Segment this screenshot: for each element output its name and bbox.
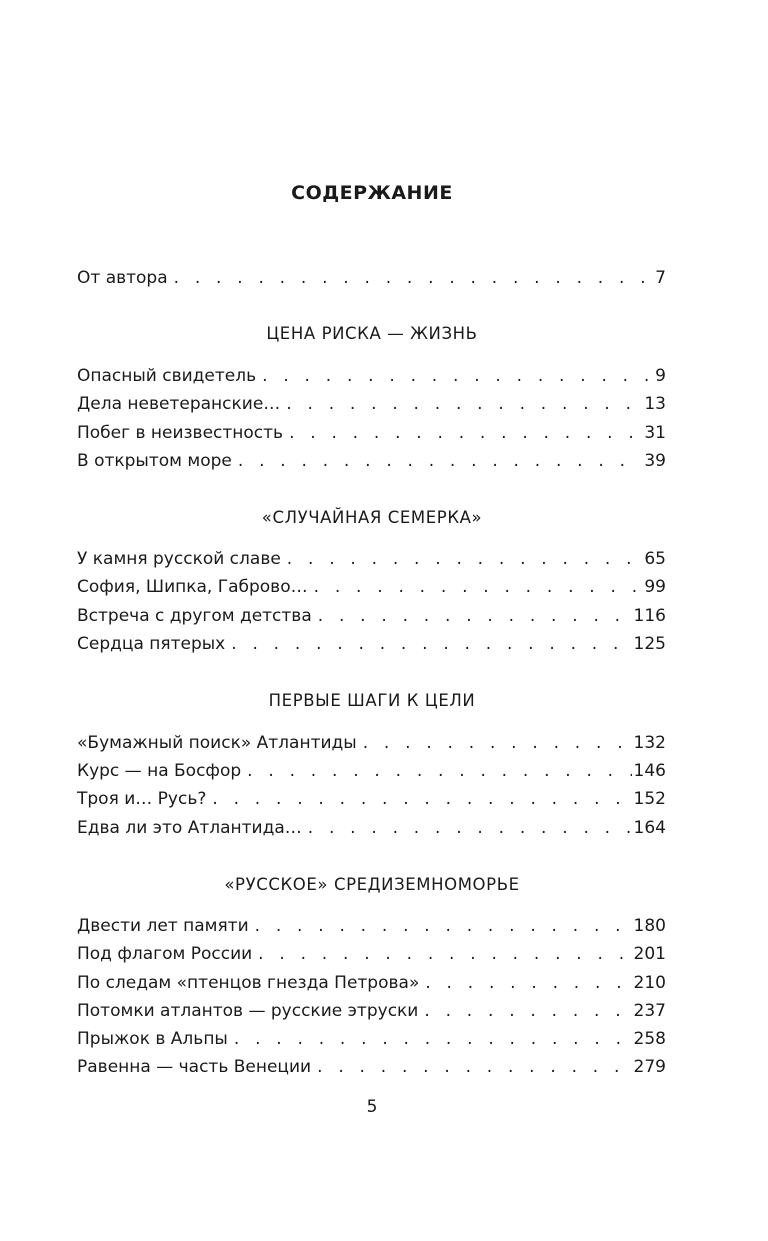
dot-leader (231, 631, 631, 657)
toc-entry-label: Равенна — часть Венеции (77, 1054, 317, 1080)
section-heading-2: «СЛУЧАЙНАЯ СЕМЕРКА» (261, 508, 483, 527)
toc-entry (77, 913, 666, 939)
dot-leader (286, 391, 642, 417)
toc-entry-label: Дела неветеранские… (77, 391, 286, 417)
toc-entry-label: По следам «птенцов гнезда Петрова» (77, 970, 425, 996)
toc-entry-page: 146 (633, 761, 666, 781)
dot-leader (425, 970, 631, 996)
dot-leader (314, 574, 643, 600)
toc-entry (77, 758, 666, 784)
toc-entry (77, 363, 666, 389)
dot-leader (317, 1054, 631, 1080)
toc-entry-page: 237 (633, 1001, 666, 1021)
toc-entry-label: Встреча с другом детства (77, 603, 318, 629)
toc-entry-label: София, Шипка, Габрово… (77, 574, 314, 600)
toc-entry-label: Прыжок в Альпы (77, 1026, 234, 1052)
toc-entry-page: 125 (633, 634, 666, 654)
dot-leader (258, 941, 631, 967)
toc-entry (77, 786, 666, 812)
toc-entry-page: 279 (633, 1057, 666, 1077)
toc-entry (77, 1026, 666, 1052)
toc-entry-page: 99 (644, 577, 666, 597)
toc-entry-page: 152 (633, 789, 666, 809)
dot-leader (308, 815, 632, 841)
toc-entry-label: Опасный свидетель (77, 363, 262, 389)
toc-entry-page: 13 (644, 394, 666, 414)
toc-entry-label: Под флагом России (77, 941, 258, 967)
toc-entry-label: Курс — на Босфор (77, 758, 247, 784)
section-heading-3: ПЕРВЫЕ ШАГИ К ЦЕЛИ (268, 691, 476, 710)
dot-leader (238, 448, 643, 474)
dot-leader (247, 758, 631, 784)
dot-leader (234, 1026, 632, 1052)
dot-leader (287, 546, 643, 572)
toc-entry-page: 9 (655, 366, 666, 386)
toc-entry-page: 180 (633, 916, 666, 936)
toc-entry (77, 448, 666, 474)
toc-entry (77, 970, 666, 996)
toc-entry-page: 7 (655, 268, 666, 288)
toc-entry-label: Сердца пятерых (77, 631, 231, 657)
dot-leader (424, 998, 631, 1024)
toc-entry (77, 391, 666, 417)
toc-entry-label: «Бумажный поиск» Атлантиды (77, 730, 363, 756)
dot-leader (262, 363, 653, 389)
dot-leader (212, 786, 631, 812)
toc-entry-label: В открытом море (77, 448, 238, 474)
toc-entry (77, 941, 666, 967)
toc-entry-label: От автора (77, 265, 174, 291)
toc-entry (77, 1054, 666, 1080)
toc-entry-page: 39 (644, 451, 666, 471)
toc-entry-label: Потомки атлантов — русские этруски (77, 998, 424, 1024)
toc-entry-page: 31 (644, 423, 666, 443)
dot-leader (363, 730, 632, 756)
toc-entry-label: Побег в неизвестность (77, 420, 289, 446)
toc-entry-label: У камня русской славе (77, 546, 287, 572)
section-heading-4: «РУССКОЕ» СРЕДИЗЕМНОМОРЬЕ (224, 875, 520, 894)
toc-entry (77, 998, 666, 1024)
toc-entry-page: 201 (633, 944, 666, 964)
toc-entry (77, 420, 666, 446)
toc-entry-page: 132 (633, 733, 666, 753)
toc-entry (77, 815, 666, 841)
toc-entry-page: 258 (633, 1029, 666, 1049)
dot-leader (289, 420, 642, 446)
toc-entry (77, 730, 666, 756)
dot-leader (318, 603, 632, 629)
toc-entry-page: 210 (633, 973, 666, 993)
toc-entry-page: 65 (644, 549, 666, 569)
toc-entry-label: Двести лет памяти (77, 913, 255, 939)
toc-entry-label: Едва ли это Атлантида… (77, 815, 308, 841)
section-heading-1: ЦЕНА РИСКА — ЖИЗНЬ (266, 324, 478, 343)
toc-entry-intro (77, 265, 666, 291)
toc-entry (77, 574, 666, 600)
dot-leader (174, 265, 654, 291)
toc-entry-page: 164 (633, 818, 666, 838)
toc-entry (77, 631, 666, 657)
page-title: СОДЕРЖАНИЕ (291, 182, 453, 204)
toc-entry-page: 116 (633, 606, 666, 626)
toc-entry (77, 603, 666, 629)
toc-entry (77, 546, 666, 572)
page-number: 5 (366, 1097, 378, 1117)
toc-entry-label: Троя и… Русь? (77, 786, 212, 812)
dot-leader (255, 913, 632, 939)
